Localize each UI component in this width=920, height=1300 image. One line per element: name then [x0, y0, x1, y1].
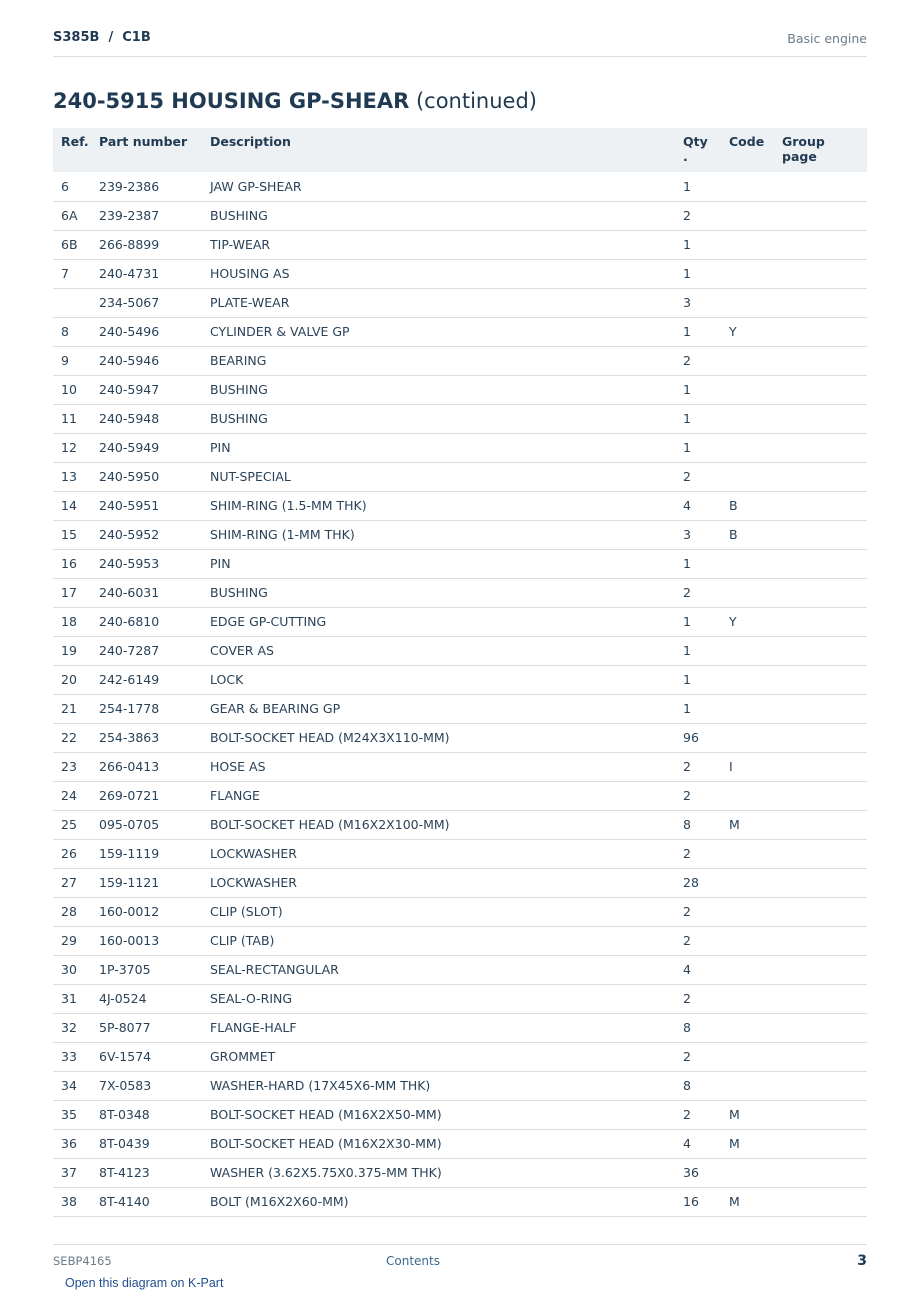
cell-group-page	[782, 694, 867, 723]
cell-ref: 36	[53, 1129, 99, 1158]
col-part-number: Part number	[99, 128, 210, 172]
cell-ref: 12	[53, 433, 99, 462]
page-header	[53, 28, 867, 57]
cell-code: M	[729, 1100, 782, 1129]
cell-code	[729, 781, 782, 810]
cell-part-number: 4J-0524	[99, 984, 210, 1013]
cell-code	[729, 1071, 782, 1100]
cell-qty: 4	[683, 491, 729, 520]
cell-description: BUSHING	[210, 578, 683, 607]
table-row	[53, 723, 867, 752]
table-row	[53, 375, 867, 404]
cell-group-page	[782, 491, 867, 520]
table-row	[53, 172, 867, 201]
table-row	[53, 955, 867, 984]
cell-group-page	[782, 636, 867, 665]
cell-qty: 1	[683, 433, 729, 462]
cell-description: BUSHING	[210, 404, 683, 433]
cell-code	[729, 259, 782, 288]
cell-part-number: 1P-3705	[99, 955, 210, 984]
cell-description: CLIP (TAB)	[210, 926, 683, 955]
cell-ref: 9	[53, 346, 99, 375]
cell-description: BOLT (M16X2X60-MM)	[210, 1187, 683, 1216]
cell-code	[729, 462, 782, 491]
cell-part-number: 239-2387	[99, 201, 210, 230]
cell-qty: 28	[683, 868, 729, 897]
cell-group-page	[782, 752, 867, 781]
cell-part-number: 160-0012	[99, 897, 210, 926]
cell-ref: 27	[53, 868, 99, 897]
parts-table	[53, 128, 867, 1217]
table-row	[53, 694, 867, 723]
cell-ref: 33	[53, 1042, 99, 1071]
cell-description: PIN	[210, 549, 683, 578]
cell-ref	[53, 288, 99, 317]
table-header-row	[53, 128, 867, 172]
cell-qty: 2	[683, 926, 729, 955]
cell-ref: 23	[53, 752, 99, 781]
cell-group-page	[782, 462, 867, 491]
cell-description: FLANGE-HALF	[210, 1013, 683, 1042]
cell-group-page	[782, 375, 867, 404]
cell-code	[729, 1042, 782, 1071]
cell-description: JAW GP-SHEAR	[210, 172, 683, 201]
cell-group-page	[782, 868, 867, 897]
table-row	[53, 491, 867, 520]
model-label: S385B / C1B	[53, 30, 151, 45]
table-row	[53, 433, 867, 462]
cell-ref: 28	[53, 897, 99, 926]
cell-part-number: 240-5951	[99, 491, 210, 520]
cell-ref: 11	[53, 404, 99, 433]
table-row	[53, 1042, 867, 1071]
cell-group-page	[782, 549, 867, 578]
cell-code	[729, 230, 782, 259]
cell-code: M	[729, 1187, 782, 1216]
cell-qty: 2	[683, 201, 729, 230]
cell-qty: 2	[683, 346, 729, 375]
cell-ref: 29	[53, 926, 99, 955]
table-row	[53, 665, 867, 694]
cell-qty: 2	[683, 578, 729, 607]
cell-ref: 19	[53, 636, 99, 665]
cell-qty: 2	[683, 781, 729, 810]
cell-part-number: 240-5947	[99, 375, 210, 404]
cell-code	[729, 955, 782, 984]
cell-ref: 34	[53, 1071, 99, 1100]
cell-description: CYLINDER & VALVE GP	[210, 317, 683, 346]
col-code: Code	[729, 128, 782, 172]
table-row	[53, 1013, 867, 1042]
cell-part-number: 095-0705	[99, 810, 210, 839]
cell-code	[729, 926, 782, 955]
table-row	[53, 317, 867, 346]
page-number: 3	[857, 1253, 867, 1269]
contents-link[interactable]: Contents	[386, 1254, 440, 1268]
col-group-page: Group page	[782, 128, 867, 172]
table-row	[53, 201, 867, 230]
cell-code	[729, 578, 782, 607]
cell-description: LOCKWASHER	[210, 839, 683, 868]
cell-qty: 1	[683, 259, 729, 288]
cell-code: M	[729, 810, 782, 839]
cell-code	[729, 346, 782, 375]
section-label: Basic engine	[787, 31, 867, 46]
cell-description: SHIM-RING (1.5-MM THK)	[210, 491, 683, 520]
cell-part-number: 5P-8077	[99, 1013, 210, 1042]
cell-description: SEAL-RECTANGULAR	[210, 955, 683, 984]
cell-group-page	[782, 317, 867, 346]
cell-part-number: 266-8899	[99, 230, 210, 259]
cell-group-page	[782, 781, 867, 810]
cell-code: B	[729, 520, 782, 549]
cell-ref: 7	[53, 259, 99, 288]
cell-description: SEAL-O-RING	[210, 984, 683, 1013]
cell-qty: 16	[683, 1187, 729, 1216]
cell-description: NUT-SPECIAL	[210, 462, 683, 491]
col-ref: Ref.	[53, 128, 99, 172]
cell-part-number: 240-5946	[99, 346, 210, 375]
cell-ref: 16	[53, 549, 99, 578]
cell-ref: 15	[53, 520, 99, 549]
cell-code	[729, 549, 782, 578]
cell-code	[729, 404, 782, 433]
cell-description: BUSHING	[210, 201, 683, 230]
cell-group-page	[782, 984, 867, 1013]
cell-part-number: 160-0013	[99, 926, 210, 955]
cell-code: Y	[729, 607, 782, 636]
table-row	[53, 1100, 867, 1129]
cell-part-number: 240-5949	[99, 433, 210, 462]
cell-part-number: 8T-0439	[99, 1129, 210, 1158]
cell-qty: 8	[683, 1013, 729, 1042]
cell-description: EDGE GP-CUTTING	[210, 607, 683, 636]
cell-group-page	[782, 1071, 867, 1100]
cell-ref: 26	[53, 839, 99, 868]
cell-part-number: 240-5950	[99, 462, 210, 491]
cell-qty: 2	[683, 462, 729, 491]
col-qty: Qty .	[683, 128, 729, 172]
cell-group-page	[782, 665, 867, 694]
cell-code	[729, 839, 782, 868]
cell-qty: 3	[683, 288, 729, 317]
cell-group-page	[782, 520, 867, 549]
cell-code	[729, 665, 782, 694]
cell-qty: 1	[683, 375, 729, 404]
table-row	[53, 810, 867, 839]
cell-group-page	[782, 723, 867, 752]
cell-qty: 1	[683, 665, 729, 694]
table-row	[53, 868, 867, 897]
cell-code: I	[729, 752, 782, 781]
cell-ref: 6A	[53, 201, 99, 230]
cell-qty: 1	[683, 636, 729, 665]
cell-group-page	[782, 926, 867, 955]
cell-ref: 35	[53, 1100, 99, 1129]
cell-code	[729, 375, 782, 404]
cell-ref: 6B	[53, 230, 99, 259]
cell-group-page	[782, 578, 867, 607]
cell-part-number: 254-3863	[99, 723, 210, 752]
doc-number: SEBP4165	[53, 1254, 112, 1268]
cell-description: TIP-WEAR	[210, 230, 683, 259]
cell-part-number: 8T-0348	[99, 1100, 210, 1129]
cell-part-number: 240-6810	[99, 607, 210, 636]
cell-group-page	[782, 1187, 867, 1216]
cell-qty: 8	[683, 810, 729, 839]
cell-ref: 37	[53, 1158, 99, 1187]
title-main: 240-5915 HOUSING GP-SHEAR	[53, 89, 410, 113]
cell-code	[729, 984, 782, 1013]
cell-ref: 18	[53, 607, 99, 636]
cell-description: PLATE-WEAR	[210, 288, 683, 317]
cell-qty: 1	[683, 607, 729, 636]
table-row	[53, 1129, 867, 1158]
cell-part-number: 240-5496	[99, 317, 210, 346]
cell-part-number: 240-4731	[99, 259, 210, 288]
cell-description: LOCK	[210, 665, 683, 694]
table-row	[53, 230, 867, 259]
cell-part-number: 240-5953	[99, 549, 210, 578]
cell-ref: 30	[53, 955, 99, 984]
cell-qty: 1	[683, 172, 729, 201]
table-row	[53, 1071, 867, 1100]
cell-qty: 4	[683, 955, 729, 984]
cell-ref: 31	[53, 984, 99, 1013]
cell-part-number: 242-6149	[99, 665, 210, 694]
table-row	[53, 607, 867, 636]
cell-group-page	[782, 1129, 867, 1158]
cell-group-page	[782, 1158, 867, 1187]
cell-group-page	[782, 955, 867, 984]
kpart-link[interactable]: Open this diagram on K-Part	[65, 1276, 224, 1290]
cell-group-page	[782, 1042, 867, 1071]
cell-qty: 2	[683, 839, 729, 868]
cell-part-number: 254-1778	[99, 694, 210, 723]
cell-part-number: 234-5067	[99, 288, 210, 317]
page-title	[53, 89, 537, 113]
cell-ref: 17	[53, 578, 99, 607]
cell-group-page	[782, 607, 867, 636]
cell-group-page	[782, 201, 867, 230]
cell-description: HOSE AS	[210, 752, 683, 781]
table-row	[53, 346, 867, 375]
cell-description: BOLT-SOCKET HEAD (M16X2X100-MM)	[210, 810, 683, 839]
table-row	[53, 520, 867, 549]
cell-code	[729, 636, 782, 665]
table-row	[53, 1158, 867, 1187]
cell-qty: 2	[683, 897, 729, 926]
cell-qty: 1	[683, 694, 729, 723]
cell-ref: 14	[53, 491, 99, 520]
cell-qty: 1	[683, 317, 729, 346]
cell-code	[729, 897, 782, 926]
cell-qty: 1	[683, 404, 729, 433]
cell-code	[729, 172, 782, 201]
cell-description: WASHER-HARD (17X45X6-MM THK)	[210, 1071, 683, 1100]
cell-part-number: 269-0721	[99, 781, 210, 810]
cell-code	[729, 868, 782, 897]
cell-code	[729, 723, 782, 752]
cell-part-number: 240-5948	[99, 404, 210, 433]
cell-ref: 20	[53, 665, 99, 694]
cell-group-page	[782, 810, 867, 839]
table-row	[53, 462, 867, 491]
cell-qty: 96	[683, 723, 729, 752]
cell-group-page	[782, 172, 867, 201]
cell-description: BEARING	[210, 346, 683, 375]
cell-group-page	[782, 1013, 867, 1042]
table-row	[53, 839, 867, 868]
col-description: Description	[210, 128, 683, 172]
table-row	[53, 897, 867, 926]
cell-qty: 36	[683, 1158, 729, 1187]
cell-description: SHIM-RING (1-MM THK)	[210, 520, 683, 549]
cell-qty: 2	[683, 984, 729, 1013]
cell-code: B	[729, 491, 782, 520]
cell-group-page	[782, 259, 867, 288]
cell-code: Y	[729, 317, 782, 346]
table-row	[53, 984, 867, 1013]
cell-code	[729, 694, 782, 723]
cell-code	[729, 288, 782, 317]
cell-description: LOCKWASHER	[210, 868, 683, 897]
cell-qty: 1	[683, 549, 729, 578]
cell-code	[729, 1013, 782, 1042]
cell-qty: 2	[683, 1042, 729, 1071]
table-row	[53, 752, 867, 781]
cell-part-number: 266-0413	[99, 752, 210, 781]
cell-ref: 32	[53, 1013, 99, 1042]
cell-group-page	[782, 1100, 867, 1129]
cell-ref: 21	[53, 694, 99, 723]
cell-qty: 2	[683, 1100, 729, 1129]
cell-part-number: 6V-1574	[99, 1042, 210, 1071]
cell-code	[729, 201, 782, 230]
cell-part-number: 240-7287	[99, 636, 210, 665]
cell-group-page	[782, 839, 867, 868]
cell-group-page	[782, 433, 867, 462]
cell-part-number: 7X-0583	[99, 1071, 210, 1100]
cell-ref: 22	[53, 723, 99, 752]
cell-group-page	[782, 897, 867, 926]
cell-group-page	[782, 346, 867, 375]
cell-qty: 2	[683, 752, 729, 781]
table-row	[53, 578, 867, 607]
cell-description: BOLT-SOCKET HEAD (M16X2X30-MM)	[210, 1129, 683, 1158]
cell-part-number: 159-1121	[99, 868, 210, 897]
table-row	[53, 1187, 867, 1216]
cell-group-page	[782, 288, 867, 317]
cell-description: BOLT-SOCKET HEAD (M16X2X50-MM)	[210, 1100, 683, 1129]
cell-description: PIN	[210, 433, 683, 462]
cell-ref: 24	[53, 781, 99, 810]
cell-description: HOUSING AS	[210, 259, 683, 288]
table-row	[53, 288, 867, 317]
cell-group-page	[782, 404, 867, 433]
cell-part-number: 240-6031	[99, 578, 210, 607]
cell-qty: 3	[683, 520, 729, 549]
cell-code	[729, 433, 782, 462]
cell-ref: 25	[53, 810, 99, 839]
cell-group-page	[782, 230, 867, 259]
cell-qty: 4	[683, 1129, 729, 1158]
table-row	[53, 259, 867, 288]
cell-qty: 8	[683, 1071, 729, 1100]
cell-code	[729, 1158, 782, 1187]
table-row	[53, 636, 867, 665]
cell-description: GEAR & BEARING GP	[210, 694, 683, 723]
cell-description: WASHER (3.62X5.75X0.375-MM THK)	[210, 1158, 683, 1187]
cell-description: GROMMET	[210, 1042, 683, 1071]
cell-part-number: 240-5952	[99, 520, 210, 549]
cell-ref: 38	[53, 1187, 99, 1216]
cell-code: M	[729, 1129, 782, 1158]
cell-part-number: 159-1119	[99, 839, 210, 868]
cell-description: BUSHING	[210, 375, 683, 404]
cell-description: BOLT-SOCKET HEAD (M24X3X110-MM)	[210, 723, 683, 752]
table-row	[53, 549, 867, 578]
cell-qty: 1	[683, 230, 729, 259]
table-row	[53, 781, 867, 810]
cell-description: COVER AS	[210, 636, 683, 665]
cell-part-number: 8T-4123	[99, 1158, 210, 1187]
title-suffix: (continued)	[409, 89, 537, 113]
cell-part-number: 239-2386	[99, 172, 210, 201]
cell-description: FLANGE	[210, 781, 683, 810]
cell-ref: 10	[53, 375, 99, 404]
cell-ref: 6	[53, 172, 99, 201]
table-row	[53, 926, 867, 955]
table-row	[53, 404, 867, 433]
cell-part-number: 8T-4140	[99, 1187, 210, 1216]
cell-description: CLIP (SLOT)	[210, 897, 683, 926]
cell-ref: 8	[53, 317, 99, 346]
cell-ref: 13	[53, 462, 99, 491]
